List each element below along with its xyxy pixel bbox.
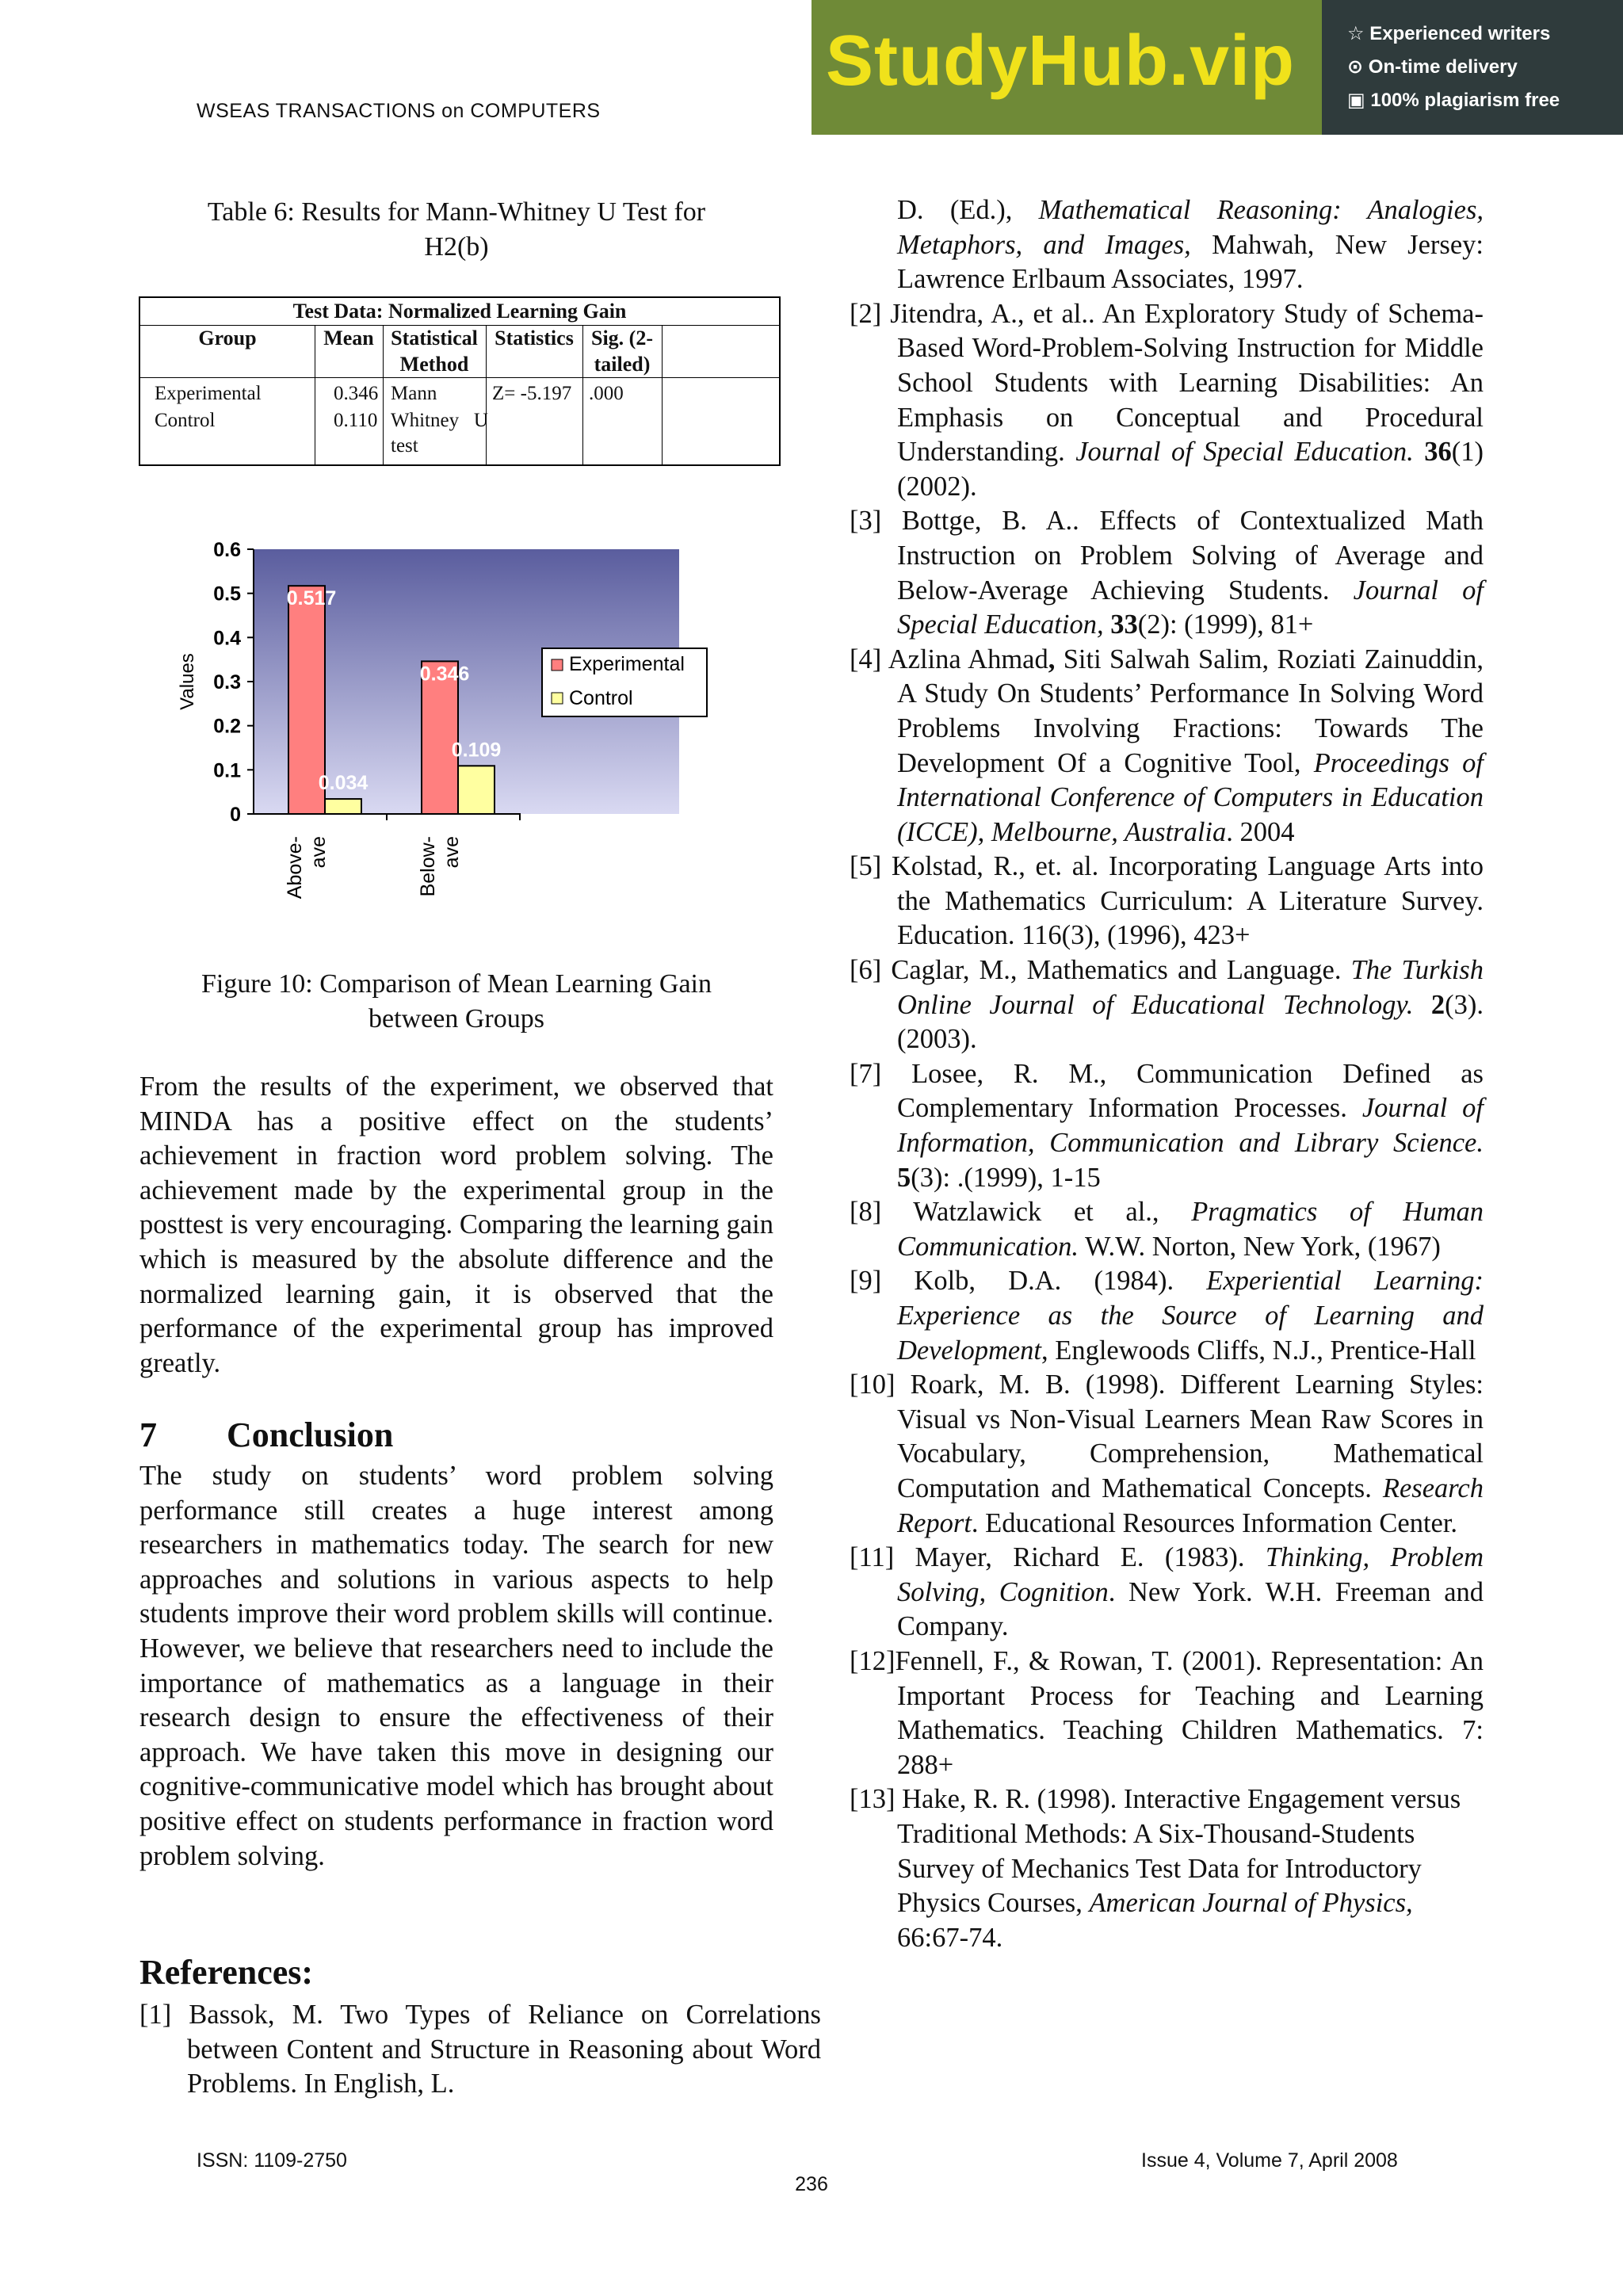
references-heading: References: — [139, 1953, 314, 1992]
conclusion-text: The study on students’ word problem solving performance still creates a huge interest among researchers in mathematics today. The search for new approaches and solutions in various aspects to help students improve their word problem skills will continue. However, we believe that researchers need to include the importance of mathematics as a language in their research design to ensure the effectiveness of their approach. We have taken this move in designing our cognitive-communicative model which has brought about positive effect on students performance in fraction word problem solving. — [139, 1461, 773, 1871]
feature-plagiarism-free: ▣ 100% plagiarism free — [1347, 90, 1560, 111]
legend-experimental: Experimental — [569, 653, 685, 675]
section-number: 7 — [139, 1415, 157, 1454]
table6-heading: Test Data: Normalized Learning Gain — [140, 298, 779, 326]
x-category-label: Above- — [284, 836, 306, 900]
reference-11: [11] Mayer, Richard E. (1983). Thinking, Problem Solving, Cognition. New York. W.H. Freeman and Company. — [850, 1542, 1484, 1642]
reference-8: [8] Watzlawick et al., Pragmatics of Human Communication. W.W. Norton, New York, (1967) — [850, 1197, 1484, 1262]
legend-swatch-experimental — [552, 659, 563, 670]
reference-4: [4] Azlina Ahmad, Siti Salwah Salim, Roziati Zainuddin, A Study On Students’ Performance In Solving Word Problems Involving Fractions: Towards The Development Of a Cognitive Tool, Proceedings of International Conference of Computers in Education (ICCE), Melbourne, Australia. 2004 — [850, 644, 1484, 847]
x-category-label: ave — [441, 836, 463, 869]
reference-9: [9] Kolb, D.A. (1984). Experiential Learning: Experience as the Source of Learning and Development, Englewoods Cliffs, N.J., Prentice-Hall — [850, 1266, 1484, 1366]
footer-issn: ISSN: 1109-2750 — [197, 2149, 347, 2172]
row-ctrl-mean: 0.110 — [334, 410, 378, 431]
row-ctrl-method: Whitney U — [391, 410, 488, 431]
reference-3: [3] Bottge, B. A.. Effects of Contextualized Math Instruction on Problem Solving of Average and Below-Average Achieving Students. Journal of Special Education, 33(2): (1999), 81+ — [850, 506, 1484, 640]
y-tick-label: 0.1 — [213, 759, 241, 782]
y-tick-label: 0.6 — [213, 539, 241, 561]
col-mean: Mean — [323, 327, 374, 350]
y-tick-label: 0 — [230, 804, 241, 826]
row-method-cont: test — [391, 435, 418, 457]
row-exp-method: Mann — [391, 383, 437, 404]
legend — [542, 648, 707, 716]
section-title: Conclusion — [227, 1415, 394, 1454]
figure10-caption: Figure 10: Comparison of Mean Learning Gain between Groups — [201, 969, 712, 1033]
reference-1: [1] Bassok, M. Two Types of Reliance on Correlations between Content and Structure in Reasoning about Word Problems. In English, L. — [139, 2000, 821, 2099]
legend-control: Control — [569, 687, 633, 709]
reference-10: [10] Roark, M. B. (1998). Different Learning Styles: Visual vs Non-Visual Learners Mean Raw Scores in Vocabulary, Comprehension, Mathematical Computation and Mathematical Concepts. Research Report. Educational Resources Information Center. — [850, 1370, 1484, 1538]
table6-caption: Table 6: Results for Mann-Whitney U Test for H2(b) — [207, 197, 706, 262]
feature-experienced-writers: ☆ Experienced writers — [1347, 23, 1551, 44]
y-axis-label: Values — [177, 653, 198, 710]
y-tick-label: 0.3 — [213, 671, 241, 693]
star-icon: ☆ — [1347, 23, 1370, 44]
reference-13: [13] Hake, R. R. (1998). Interactive Engagement versus Traditional Methods: A Six-Thousand-Students Survey of Mechanics Test Data for Introductory Physics Courses, American Journal of Physics, 66:67-74. — [850, 1784, 1461, 1953]
clock-icon: ⊙ — [1347, 56, 1369, 78]
footer-issue: Issue 4, Volume 7, April 2008 — [1141, 2149, 1398, 2172]
data-label: 0.517 — [286, 587, 337, 610]
col-method: Statistical Method — [391, 327, 478, 376]
table6-header-row — [140, 325, 779, 378]
references-list — [850, 193, 1484, 1955]
y-tick-label: 0.5 — [213, 583, 241, 606]
reference-5: [5] Kolstad, R., et. al. Incorporating Language Arts into the Mathematics Curriculum: A Literature Survey. Education. 116(3), (1996), 423+ — [850, 851, 1484, 951]
row-ctrl-group: Control — [155, 410, 216, 431]
col-statistics: Statistics — [495, 327, 574, 350]
reference-2: [2] Jitendra, A., et al.. An Exploratory Study of Schema-Based Word-Problem-Solving Instruction for Middle School Students with Learning Disabilities: An Emphasis on Conceptual and Procedural Understanding. Journal of Special Education. 36(1) (2002). — [850, 298, 1484, 502]
y-tick-label: 0.4 — [213, 627, 241, 650]
bar-control-1 — [325, 799, 361, 814]
results-paragraph: From the results of the experiment, we observed that MINDA has a positive effect on the students’ achievement in fraction word problem solving. The achievement made by the experimental group in the posttest is very encouraging. Comparing the learning gain which is measured by the absolute difference and the normalized learning gain, it is observed that the performance of the experimental group has improved greatly. — [139, 1072, 773, 1378]
conclusion-heading — [139, 1414, 773, 1457]
figure10-chart — [158, 523, 729, 919]
row-exp-group: Experimental — [155, 383, 262, 404]
page-number: 236 — [795, 2173, 828, 2195]
reference-1-cont: D. (Ed.), Mathematical Reasoning: Analogies, Metaphors, and Images, Mahwah, New Jersey: Lawrence Erlbaum Associates, 1997. — [897, 195, 1484, 295]
reference-12: [12]Fennell, F., & Rowan, T. (2001). Representation: An Important Process for Teaching and Learning Mathematics. Teaching Children Mathematics. 7: 288+ — [850, 1645, 1484, 1780]
legend-swatch-control — [552, 693, 563, 704]
data-label: 0.034 — [318, 772, 369, 795]
document-icon: ▣ — [1347, 90, 1371, 111]
studyhub-logo[interactable]: StudyHub.vip — [826, 21, 1295, 101]
banner-features — [1322, 0, 1623, 135]
col-group: Group — [198, 327, 257, 350]
journal-title: WSEAS TRANSACTIONS on COMPUTERS — [197, 100, 601, 122]
reference-7: [7] Losee, R. M., Communication Defined as Complementary Information Processes. Journal of Information, Communication and Library Science. 5(3): .(1999), 1-15 — [850, 1058, 1484, 1193]
data-label: 0.346 — [419, 663, 470, 686]
data-label: 0.109 — [451, 739, 502, 762]
bar-control-2 — [458, 766, 495, 814]
y-tick-label: 0.2 — [213, 715, 241, 738]
x-category-label: ave — [307, 836, 330, 869]
x-category-label: Below- — [417, 836, 439, 897]
row-exp-mean: 0.346 — [334, 383, 379, 404]
col-sig: Sig. (2- tailed) — [591, 327, 653, 376]
reference-6: [6] Caglar, M., Mathematics and Language. The Turkish Online Journal of Educational Technology. 2(3). (2003). — [850, 955, 1484, 1055]
row-exp-sig: .000 — [589, 383, 624, 404]
row-exp-statistics: Z= -5.197 — [492, 383, 572, 404]
studyhub-banner[interactable] — [812, 0, 1623, 135]
table6 — [139, 296, 781, 466]
feature-on-time: ⊙ On-time delivery — [1347, 56, 1518, 78]
